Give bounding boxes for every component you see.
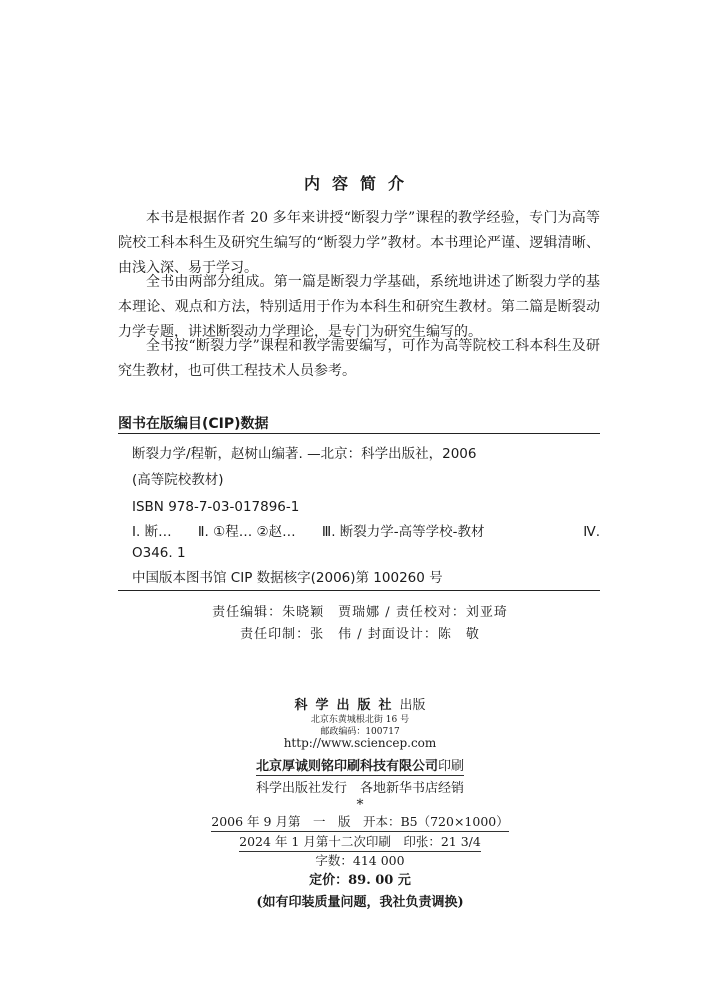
- summary-paragraph-3: 全书按“断裂力学”课程和教学需要编写，可作为高等院校工科本科生及研究生教材，也可供工程技术人员参考。: [118, 338, 600, 379]
- cip-bottom-rule: [118, 590, 600, 591]
- publisher-line: [0, 694, 720, 713]
- printing-line: 2024 年 1 月第十二次印刷 印张：21 3/4: [0, 832, 720, 852]
- printer-suffix: 印刷: [438, 759, 465, 774]
- distribution-line: 科学出版社发行 各地新华书店经销: [255, 781, 464, 796]
- word-count: 字数：414 000: [315, 853, 405, 868]
- printer-name: 北京厚诚则铭印刷科技有限公司: [255, 759, 438, 774]
- cip-top-rule: [118, 433, 600, 434]
- publisher-suffix: 出版: [399, 698, 426, 713]
- publisher-postcode: 邮政编码：100717: [320, 727, 400, 737]
- price: 定价：89. 00 元: [309, 873, 411, 888]
- edition-line: 2006 年 9 月第 一 版 开本：B5（720×1000）: [0, 812, 720, 832]
- cip-line-code: O346. 1: [132, 545, 186, 561]
- cip-class-3: Ⅲ. 断裂力学-高等学校-教材: [321, 524, 485, 540]
- separator-star: *: [356, 797, 364, 813]
- cip-class-4: Ⅳ.: [583, 524, 600, 540]
- printer-line: [0, 755, 720, 776]
- cip-line-isbn: ISBN 978-7-03-017896-1: [132, 499, 300, 515]
- publisher-website: http://www.sciencep.com: [283, 736, 437, 750]
- summary-title: 内容简介: [303, 174, 416, 193]
- summary-paragraph-1: 本书是根据作者 20 多年来讲授“断裂力学”课程的教学经验，专门为高等院校工科本科生及研究生编写的“断裂力学”教材。本书理论严谨、逻辑清晰、由浅入深、易于学习。: [118, 210, 600, 276]
- cip-line-title: 断裂力学/程靳，赵树山编著. —北京：科学出版社，2006: [132, 446, 477, 462]
- cip-line-series: (高等院校教材): [132, 472, 224, 488]
- publisher-name: 科学出版社: [294, 698, 400, 713]
- cip-line-classification: [132, 522, 600, 543]
- summary-paragraph-2: 全书由两部分组成。第一篇是断裂力学基础，系统地讲述了断裂力学的基本理论、观点和方法，特别适用于作为本科生和研究生教材。第二篇是断裂动力学专题，讲述断裂动力学理论，是专门为研究生编写的。: [118, 274, 600, 340]
- cip-class-1: Ⅰ. 断…: [132, 524, 172, 540]
- cip-line-number: 中国版本图书馆 CIP 数据核字(2006)第 100260 号: [132, 570, 443, 586]
- quality-note: (如有印装质量问题，我社负责调换): [256, 895, 464, 910]
- staff-editors: 责任编辑：朱晓颖 贾瑞娜 / 责任校对：刘亚琦: [212, 605, 508, 620]
- publisher-address: 北京东黄城根北街 16 号: [310, 715, 410, 725]
- staff-production: 责任印制：张 伟 / 封面设计：陈 敬: [240, 627, 480, 642]
- cip-heading: 图书在版编目(CIP)数据: [118, 416, 269, 432]
- cip-class-2: Ⅱ. ①程… ②赵…: [197, 524, 296, 540]
